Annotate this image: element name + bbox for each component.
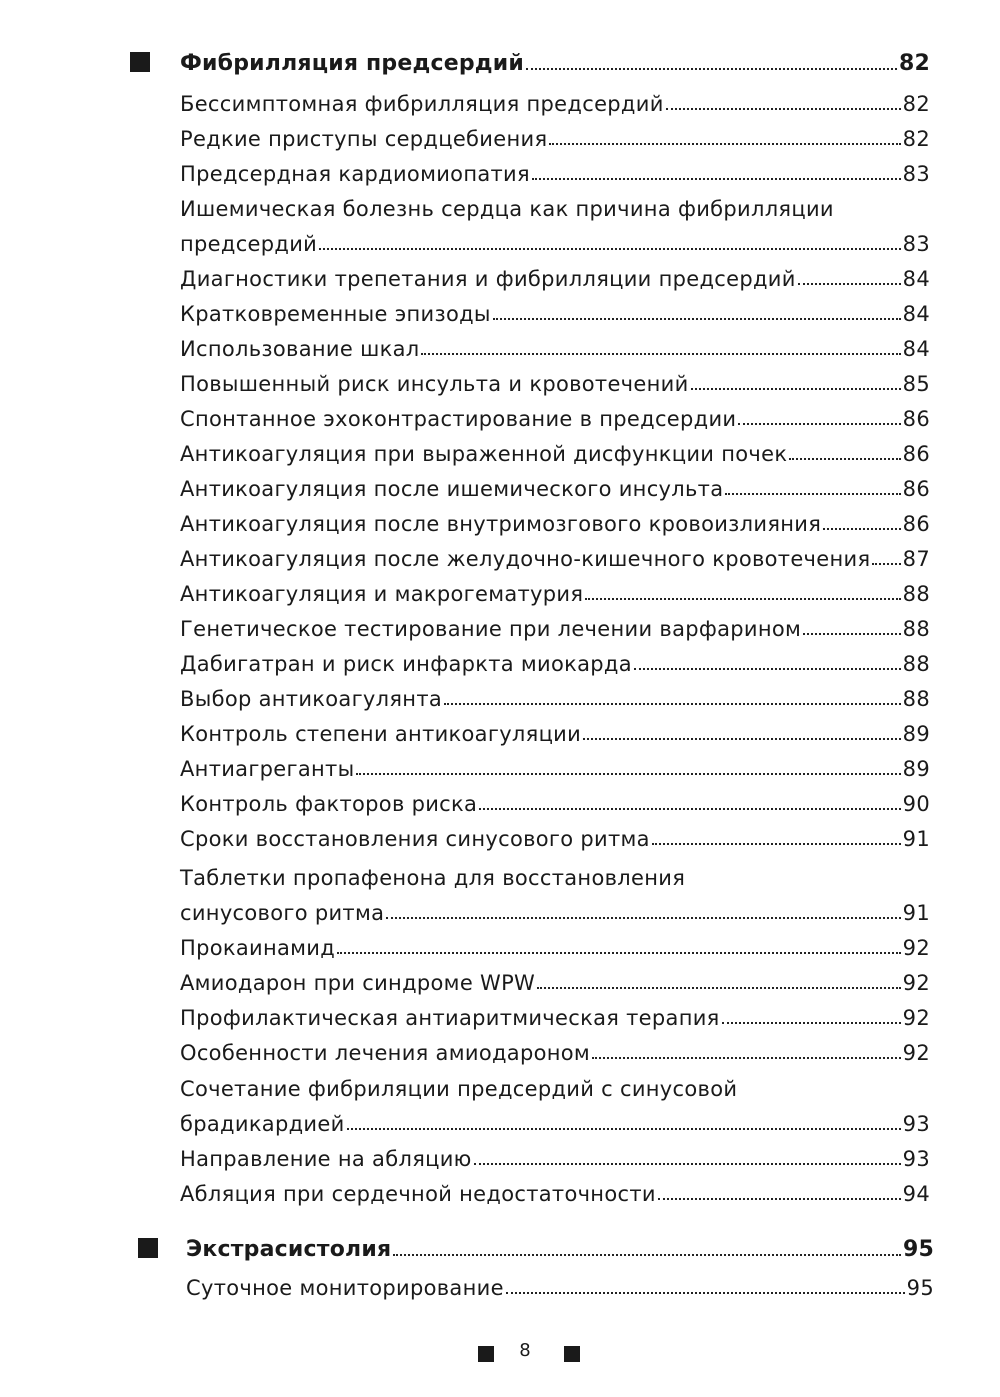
entry-page: 88 [902,582,930,606]
entry-page: 92 [902,971,930,995]
entry-title: Особенности лечения амиодароном [180,1041,591,1065]
section-heading[interactable] [186,1228,934,1262]
dot-leader [585,598,900,600]
toc-entry[interactable] [180,961,930,995]
entry-page: 86 [902,477,930,501]
toc-entry[interactable] [180,607,930,641]
entry-page: 83 [902,232,930,256]
toc-entry[interactable] [180,747,930,781]
toc-entry[interactable] [180,891,930,925]
entry-page: 84 [902,337,930,361]
entry-title: Амиодарон при синдроме WPW [180,971,536,995]
entry-page: 93 [902,1112,930,1136]
toc-entry[interactable] [180,222,930,256]
toc-entry[interactable] [180,1172,930,1206]
entry-page: 88 [902,617,930,641]
toc-entry[interactable] [186,1266,934,1300]
entry-page: 89 [902,757,930,781]
toc-entry[interactable] [180,1137,930,1171]
entry-title: Суточное мониторирование [186,1276,504,1300]
toc-entry[interactable] [180,502,930,536]
entry-page: 89 [902,722,930,746]
entry-page: 86 [902,407,930,431]
toc-entry[interactable] [180,642,930,676]
section-heading[interactable] [180,42,930,76]
dot-leader [474,1163,901,1165]
entry-title: Контроль степени антикоагуляции [180,722,582,746]
dot-leader [725,493,900,495]
entry-page: 91 [902,901,930,925]
footer-square-left-icon [478,1346,494,1362]
dot-leader [393,1254,901,1256]
entry-title-line1: Сочетание фибриляции предсердий с синусовой [180,1077,738,1101]
entry-title: Направление на абляцию [180,1147,472,1171]
entry-page: 95 [906,1276,934,1300]
entry-title: Антикоагуляция после желудочно-кишечного кровотечения [180,547,871,571]
entry-title: Абляция при сердечной недостаточности [180,1182,656,1206]
toc-entry[interactable] [180,432,930,466]
dot-leader [506,1292,905,1294]
toc-entry[interactable] [180,467,930,501]
page-number: 8 [519,1340,531,1361]
entry-page: 85 [902,372,930,396]
entry-page: 87 [902,547,930,571]
entry-title: Бессимптомная фибрилляция предсердий [180,92,664,116]
dot-leader [798,283,901,285]
toc-entry[interactable] [180,1031,930,1065]
section-page: 82 [898,51,930,76]
toc-entry[interactable] [180,537,930,571]
entry-title: Спонтанное эхоконтрастирование в предсердии [180,407,737,431]
toc-entry[interactable] [180,677,930,711]
toc-entry[interactable] [180,257,930,291]
toc-entry-first-line[interactable] [180,187,930,221]
dot-leader [691,388,901,390]
entry-page: 92 [902,936,930,960]
entry-title: Антикоагуляция и макрогематурия [180,582,584,606]
entry-page: 91 [902,827,930,851]
dot-leader [872,563,900,565]
toc-entry[interactable] [180,572,930,606]
entry-title-line1: Ишемическая болезнь сердца как причина фибрилляции [180,197,834,221]
entry-title: Прокаинамид [180,936,336,960]
dot-leader [658,1198,901,1200]
section-bullet-icon [138,1238,158,1258]
dot-leader [347,1128,901,1130]
toc-entry[interactable] [180,817,930,851]
footer-square-right-icon [564,1346,580,1362]
entry-title: предсердий [180,232,318,256]
toc-entry[interactable] [180,996,930,1030]
entry-title: Предсердная кардиомиопатия [180,162,530,186]
dot-leader [803,633,900,635]
entry-page: 92 [902,1041,930,1065]
entry-title: Антиагреганты [180,757,355,781]
dot-leader [493,318,901,320]
dot-leader [479,808,901,810]
entry-title: брадикардией [180,1112,345,1136]
dot-leader [386,917,900,919]
section-page: 95 [902,1237,934,1262]
dot-leader [634,668,901,670]
section-bullet-icon [130,52,150,72]
entry-page: 84 [902,302,930,326]
dot-leader [319,248,901,250]
entry-page: 86 [902,442,930,466]
toc-entry[interactable] [180,82,930,116]
toc-entry[interactable] [180,397,930,431]
entry-title: Антикоагуляция после ишемического инсульта [180,477,724,501]
dot-leader [652,843,901,845]
section-title: Фибрилляция предсердий [180,51,524,76]
entry-title: Антикоагуляция при выраженной дисфункции почек [180,442,788,466]
dot-leader [444,703,901,705]
dot-leader [666,108,901,110]
dot-leader [789,458,900,460]
dot-leader [526,68,897,70]
dot-leader [583,738,901,740]
toc-entry[interactable] [180,327,930,361]
dot-leader [337,952,901,954]
dot-leader [592,1057,901,1059]
entry-page: 92 [902,1006,930,1030]
dot-leader [421,353,900,355]
entry-title: синусового ритма [180,901,385,925]
toc-entry[interactable] [180,152,930,186]
entry-page: 86 [902,512,930,536]
entry-title: Контроль факторов риска [180,792,478,816]
entry-page: 88 [902,652,930,676]
entry-page: 93 [902,1147,930,1171]
entry-page: 84 [902,267,930,291]
entry-title: Выбор антикоагулянта [180,687,443,711]
dot-leader [532,178,901,180]
entry-title: Диагностики трепетания и фибрилляции предсердий [180,267,796,291]
dot-leader [537,987,901,989]
entry-title: Генетическое тестирование при лечении варфарином [180,617,802,641]
entry-title: Повышенный риск инсульта и кровотечений [180,372,689,396]
entry-page: 82 [902,92,930,116]
entry-title: Сроки восстановления синусового ритма [180,827,650,851]
dot-leader [823,528,901,530]
toc-entry[interactable] [180,292,930,326]
toc-entry[interactable] [180,117,930,151]
toc-entry[interactable] [180,362,930,396]
entry-page: 83 [902,162,930,186]
entry-title: Редкие приступы сердцебиения [180,127,548,151]
page-footer [0,1338,1000,1368]
entry-page: 90 [902,792,930,816]
entry-title: Антикоагуляция после внутримозгового кровоизлияния [180,512,822,536]
toc-entry[interactable] [180,1102,930,1136]
entry-title: Дабигатран и риск инфаркта миокарда [180,652,632,676]
entry-title-line1: Таблетки пропафенона для восстановления [180,866,686,890]
toc-entry[interactable] [180,782,930,816]
toc-entry[interactable] [180,926,930,960]
dot-leader [722,1022,901,1024]
entry-page: 82 [902,127,930,151]
section-title: Экстрасистолия [186,1237,392,1262]
toc-entry-first-line[interactable] [180,1067,930,1101]
dot-leader [549,143,900,145]
toc-entry-first-line[interactable] [180,856,930,890]
entry-title: Профилактическая антиаритмическая терапия [180,1006,720,1030]
dot-leader [738,423,900,425]
entry-title: Кратковременные эпизоды [180,302,491,326]
entry-page: 94 [902,1182,930,1206]
entry-title: Использование шкал [180,337,420,361]
entry-page: 88 [902,687,930,711]
toc-entry[interactable] [180,712,930,746]
dot-leader [356,773,900,775]
